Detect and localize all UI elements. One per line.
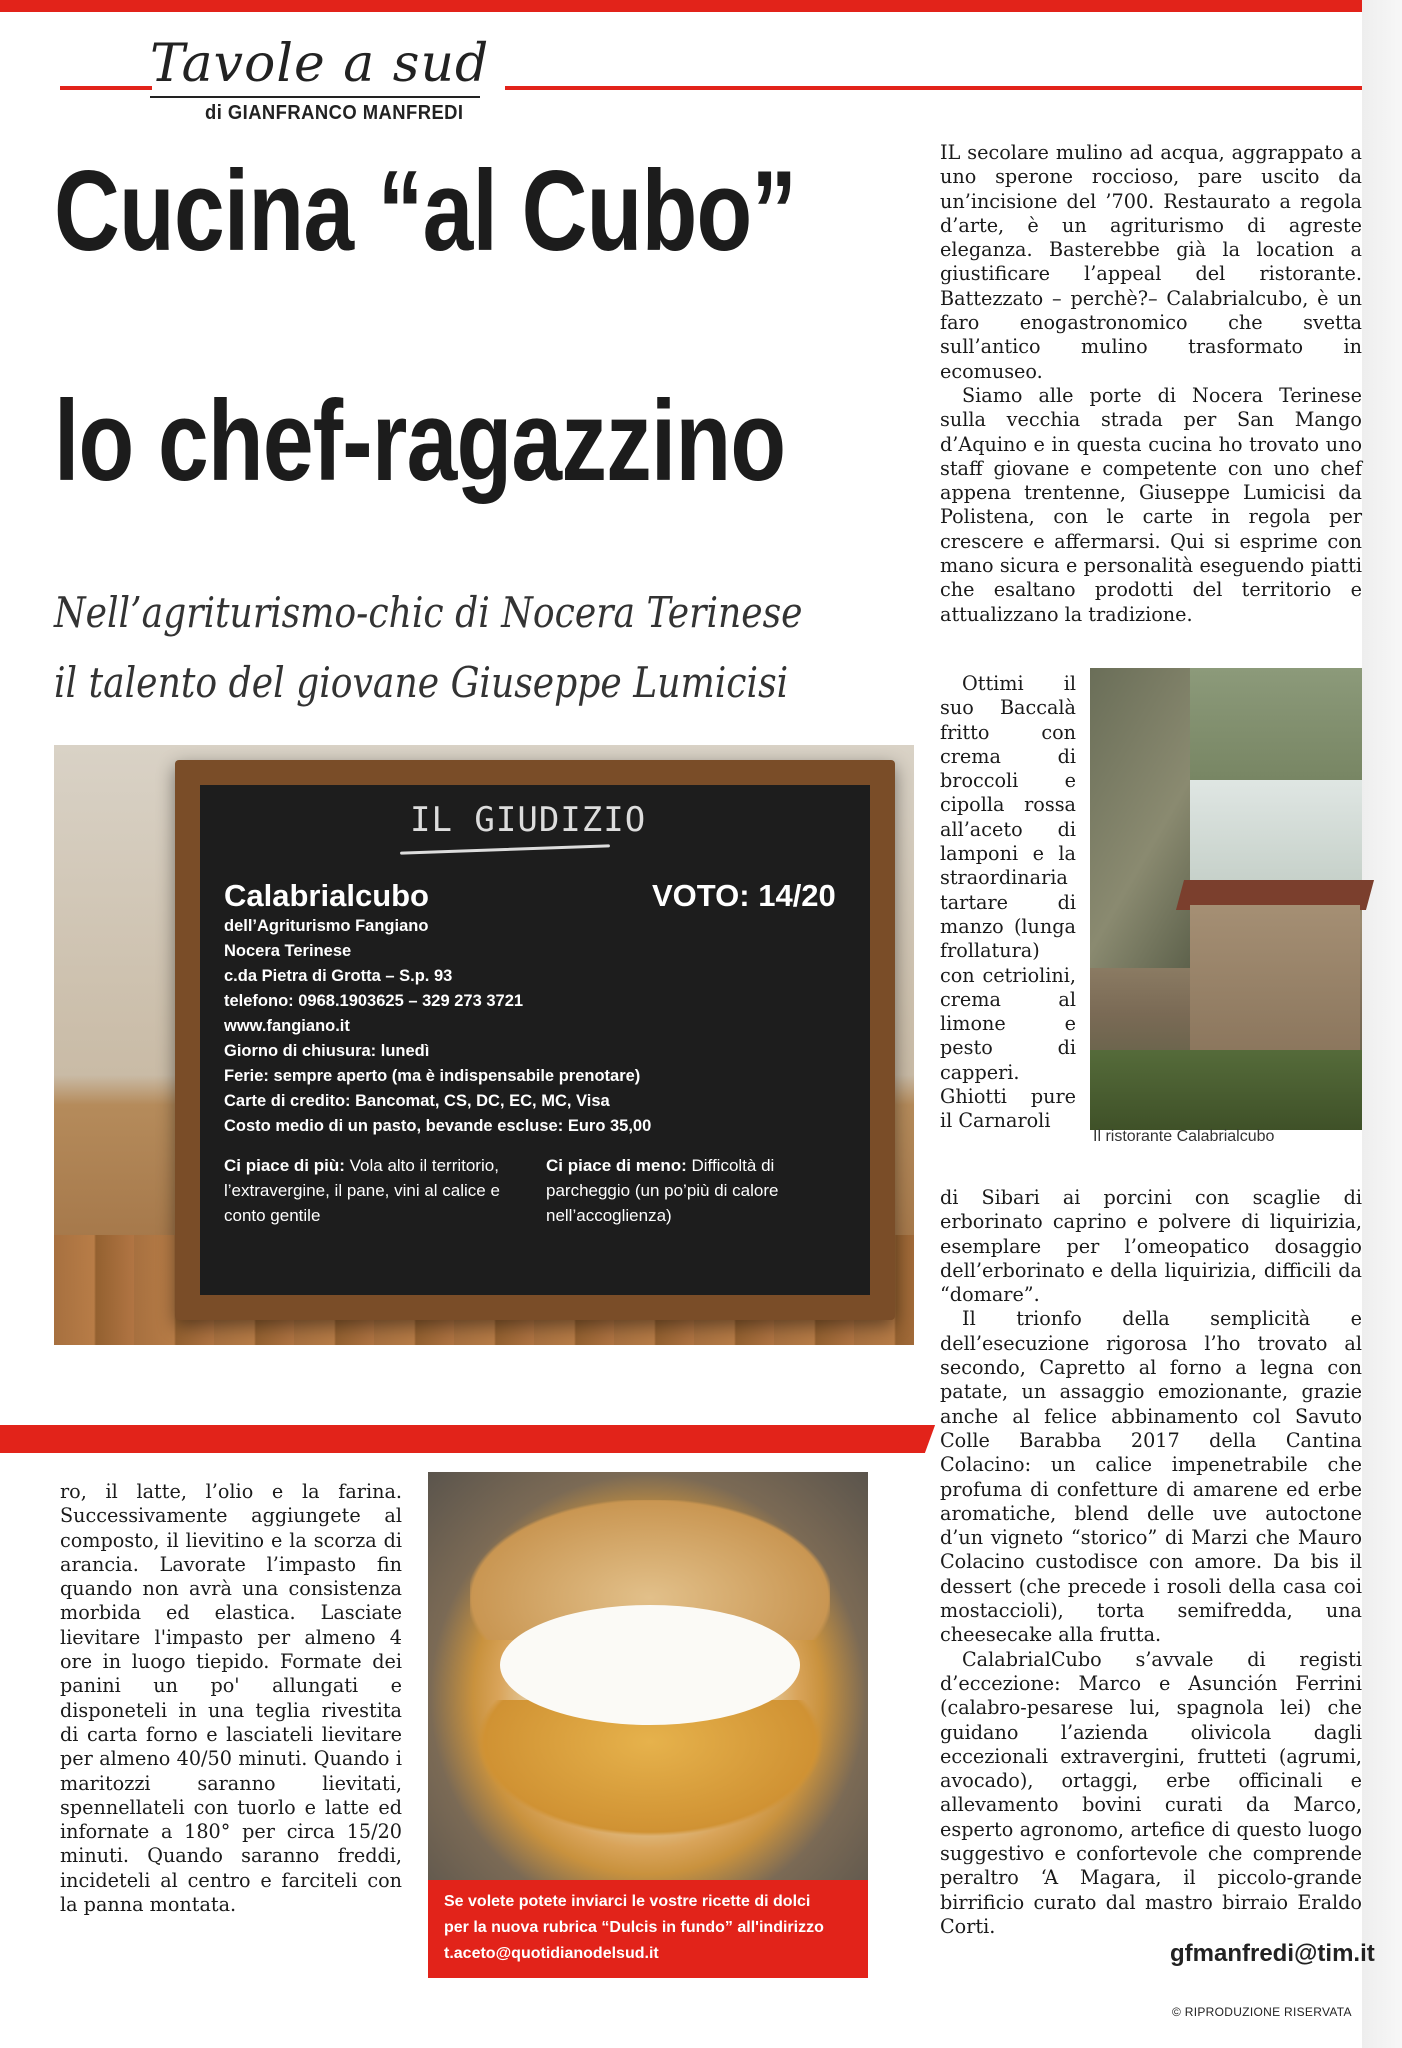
rubric-underline xyxy=(150,96,480,98)
article-paragraph: Siamo alle porte di Nocera Terinese sulla vecchia strada per San Mango d’Aquino e in questa cucina ho trovato uno staff giovane e competente con uno chef appena trentenne, Giuseppe Lumicisi da Polistena, con le carte in regola per crescere e affermarsi. Qui si esprime con mano sicura e personalità eseguendo piatti che esaltano prodotti del territorio e attualizzano la tradizione. xyxy=(940,383,1362,626)
article-paragraph: di Sibari ai porcini con scaglie di erborinato caprino e polvere di liquirizia, esemplare per l’omeopatico dosaggio dell’erborinato e della liquirizia, difficili da “domare”. xyxy=(940,1186,1362,1307)
info-line: c.da Pietra di Grotta – S.p. 93 xyxy=(224,967,453,985)
rubric-rule-left xyxy=(60,86,152,90)
article-paragraph: Il trionfo della semplicità e dell’esecuzione rigorosa l’ho trovato al secondo, Capretto al forno a legna con patate, un assaggio emozionante, grazie anche al felice abbinamento col Savuto Colle Barabba 2017 della Cantina Colacino: un calice impenetrabile che profuma di confetture di amarene ed erbe aromatiche, blend delle uve autoctone d’un vigneto “storico” di Marzi che Mauro Colacino custodisce con amore. Da bis il dessert (che precede i rosoli della casa coi mostaccioli), torta semifredda, una cheesecake alla frutta. xyxy=(940,1307,1362,1647)
likes-box xyxy=(224,1153,514,1228)
chalkboard-header: IL GIUDIZIO xyxy=(410,800,647,840)
dislikes-box xyxy=(546,1153,846,1228)
recipe-invite-text xyxy=(444,1889,864,1967)
maritozzo-cream xyxy=(500,1605,800,1725)
photo-caption: Il ristorante Calabrialcubo xyxy=(1093,1128,1275,1145)
rubric-rule-right xyxy=(505,86,1362,90)
article-column-top xyxy=(940,141,1362,627)
dislikes-label: Ci piace di meno: xyxy=(546,1156,687,1175)
headline-line-1: Cucina “al Cubo” xyxy=(54,148,797,275)
info-line: Costo medio di un pasto, bevande escluse: Euro 35,00 xyxy=(224,1117,652,1135)
info-line: Giorno di chiusura: lunedì xyxy=(224,1042,430,1060)
mill-photo-building xyxy=(1190,905,1360,1055)
author-email[interactable]: gfmanfredi@tim.it xyxy=(1170,1940,1375,1967)
info-line: Nocera Terinese xyxy=(224,942,352,960)
restaurant-info xyxy=(224,914,651,1139)
article-paragraph: IL secolare mulino ad acqua, aggrappato a uno sperone roccioso, pare uscito da un’incisione del ’700. Restaurato a regola d’arte, è un agriturismo di agreste eleganza. Basterebbe già la location a giustificare l’appeal del ristorante. Battezzato – perchè?– Calabrialcubo, è un faro enogastronomico che svetta sull’antico mulino trasformato in ecomuseo. xyxy=(940,141,1362,383)
article-column-wrap xyxy=(940,672,1076,1134)
vote-score: VOTO: 14/20 xyxy=(652,878,836,913)
info-line: Carte di credito: Bancomat, CS, DC, EC, MC, Visa xyxy=(224,1092,610,1110)
headline-line-2: lo chef-ragazzino xyxy=(54,378,786,505)
rubric-title: Tavole a sud xyxy=(150,34,490,94)
invite-line: Se volete potete inviarci le vostre ricette di dolci xyxy=(444,1893,811,1910)
mill-photo-greenery xyxy=(1090,1050,1362,1130)
subtitle-line-1: Nell’agriturismo-chic di Nocera Terinese xyxy=(54,588,803,637)
likes-text: Vola alto il territorio, l’extravergine, il pane, vini al calice e conto gentile xyxy=(224,1156,500,1225)
dislikes-text: Difficoltà di parcheggio (un po’più di calore nell’accoglienza) xyxy=(546,1156,779,1225)
info-line: www.fangiano.it xyxy=(224,1017,350,1035)
subtitle-line-2: il talento del giovane Giuseppe Lumicisi xyxy=(54,658,789,707)
invite-line: per la nuova rubrica “Dulcis in fundo” all'indirizzo xyxy=(444,1919,824,1936)
copyright-notice: © RIPRODUZIONE RISERVATA xyxy=(1172,2005,1352,2019)
article-paragraph: CalabrialCubo s’avvale di registi d’eccezione: Marco e Asunción Ferrini (calabro-pesarese lui, spagnola lei) che guidano l’azienda olivicola dagli eccezionali extravergini, frutteti (agrumi, avocado), ortaggi, erbe officinali e allevamento bovini curati da Marco, esperto agronomo, artefice di questo luogo suggestivo e confortevole che comprende peraltro ‘A Magara, il piccolo-grande birrificio curato dal mastro birraio Eraldo Corti. xyxy=(940,1647,1362,1938)
article-paragraph: Ottimi il suo Baccalà fritto con crema di broccoli e cipolla rossa all’aceto di lamponi e la straordinaria tartare di manzo (lunga frollatura) con cetriolini, crema al limone e pesto di capperi. Ghiotti pure il Carnaroli xyxy=(940,672,1076,1133)
info-line: dell’Agriturismo Fangiano xyxy=(224,917,429,935)
article-column-bottom xyxy=(940,1186,1362,1939)
adjacent-page-edge xyxy=(1362,0,1402,2048)
recipe-column xyxy=(60,1480,402,1917)
section-red-bar xyxy=(0,1425,915,1453)
restaurant-name: Calabrialcubo xyxy=(224,878,429,913)
rubric-author: di GIANFRANCO MANFREDI xyxy=(205,102,464,124)
invite-email[interactable]: t.aceto@quotidianodelsud.it xyxy=(444,1945,659,1962)
recipe-paragraph: ro, il latte, l’olio e la farina. Successivamente aggiungete al composto, il lievitino e la scorza di arancia. Lavorate l’impasto fin quando non avrà una consistenza morbida ed elastica. Lasciate lievitare l'impasto per almeno 4 ore in luogo tiepido. Formate dei panini un po' allungati e disponeteli in una teglia rivestita di carta forno e lasciateli lievitare per almeno 40/50 minuti. Quando i maritozzi saranno lievitati, spennellateli con tuorlo e latte ed infornate a 180° per circa 15/20 minuti. Quando saranno freddi, incideteli al centro e farciteli con la panna montata. xyxy=(60,1480,402,1917)
mill-photo-rock xyxy=(1090,668,1190,968)
info-line: telefono: 0968.1903625 – 329 273 3721 xyxy=(224,992,524,1010)
likes-label: Ci piace di più: xyxy=(224,1156,345,1175)
info-line: Ferie: sempre aperto (ma è indispensabile prenotare) xyxy=(224,1067,641,1085)
top-red-bar xyxy=(0,0,1362,12)
